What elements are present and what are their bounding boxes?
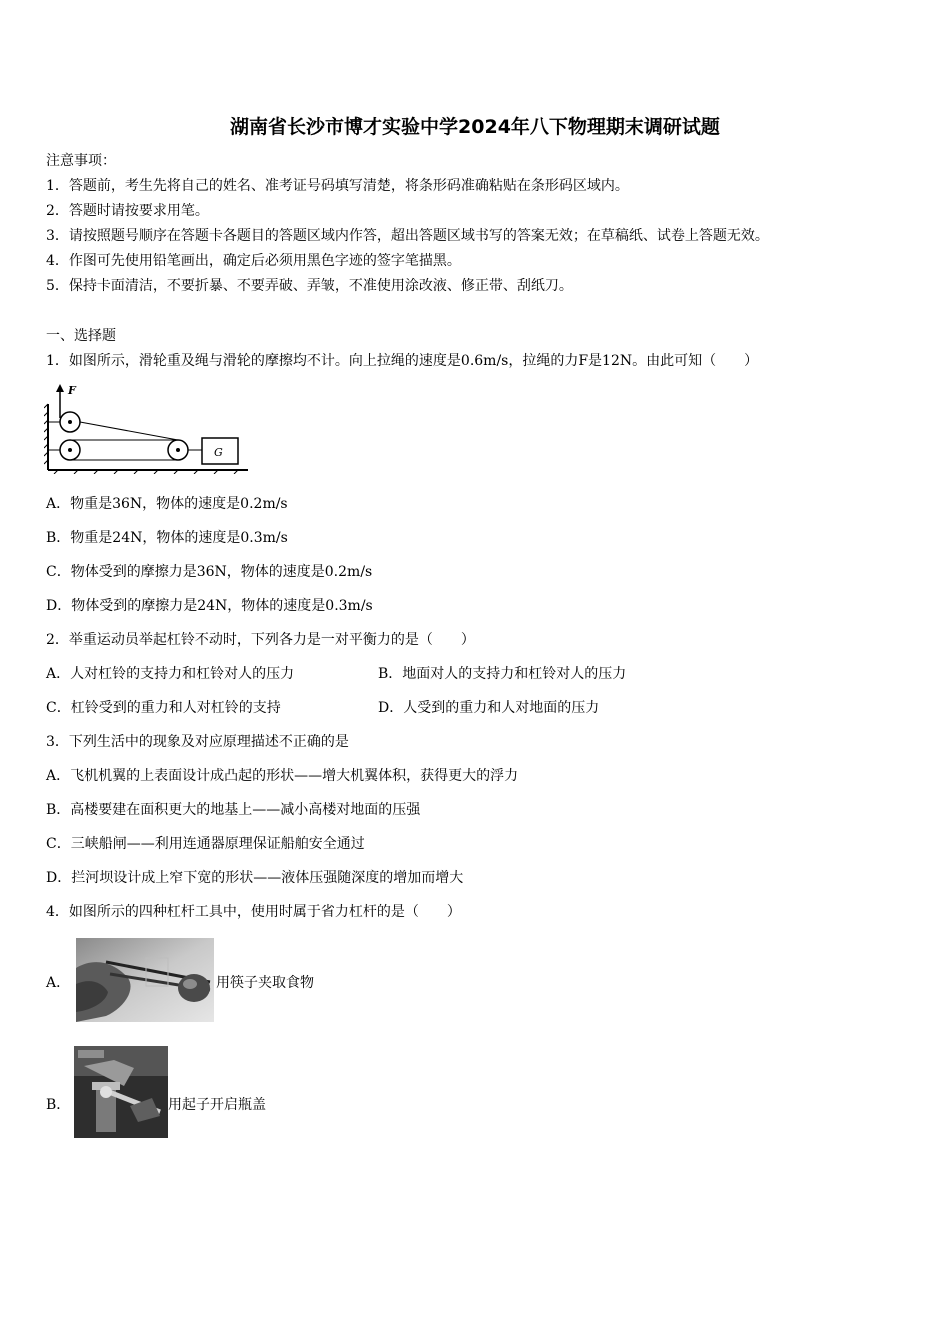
chopsticks-photo: [76, 938, 214, 1022]
question-2-option-d: D．人受到的重力和人对地面的压力: [378, 700, 600, 716]
pulley-diagram: [44, 382, 250, 474]
notice-item-4: 4．作图可先使用铅笔画出，确定后必须用黑色字迹的签字笔描黑。: [46, 253, 461, 269]
question-3-stem: 3．下列生活中的现象及对应原理描述不正确的是: [46, 734, 349, 750]
question-1-stem: 1．如图所示，滑轮重及绳与滑轮的摩擦均不计。向上拉绳的速度是0.6m/s，拉绳的力F是12N。由此可知（ ）: [46, 353, 759, 369]
question-1-option-b: B．物重是24N，物体的速度是0.3m/s: [46, 530, 288, 546]
section-heading: 一、选择题: [46, 328, 116, 344]
question-1-option-a: A．物重是36N，物体的速度是0.2m/s: [46, 496, 288, 512]
notice-item-5: 5．保持卡面清洁，不要折暴、不要弄破、弄皱，不准使用涂改液、修正带、刮纸刀。: [46, 278, 573, 294]
question-3-option-c: C．三峡船闸——利用连通器原理保证船舶安全通过: [46, 836, 365, 852]
question-1-option-c: C．物体受到的摩擦力是36N，物体的速度是0.2m/s: [46, 564, 373, 580]
question-3-option-b: B．高楼要建在面积更大的地基上——减小高楼对地面的压强: [46, 802, 421, 818]
box-label-g: G: [214, 446, 223, 459]
notice-item-2: 2．答题时请按要求用笔。: [46, 203, 209, 219]
notice-heading: 注意事项：: [46, 153, 116, 169]
question-4-option-b-caption: 用起子开启瓶盖: [168, 1097, 266, 1113]
notice-item-3: 3．请按照题号顺序在答题卡各题目的答题区域内作答，超出答题区域书写的答案无效；在草稿纸、试卷上答题无效。: [46, 228, 769, 244]
notice-item-1: 1．答题前，考生先将自己的姓名、准考证号码填写清楚，将条形码准确粘贴在条形码区域内。: [46, 178, 629, 194]
question-1-option-d: D．物体受到的摩擦力是24N，物体的速度是0.3m/s: [46, 598, 373, 614]
bottle-opener-photo: [74, 1046, 168, 1138]
question-3-option-d: D．拦河坝设计成上窄下宽的形状——液体压强随深度的增加而增大: [46, 870, 464, 886]
question-2-option-c: C．杠铃受到的重力和人对杠铃的支持: [46, 700, 281, 716]
force-label-f: F: [68, 384, 76, 397]
question-4-option-b-letter: B．: [46, 1097, 71, 1113]
question-4-option-a-caption: 用筷子夹取食物: [216, 975, 314, 991]
question-4-stem: 4．如图所示的四种杠杆工具中，使用时属于省力杠杆的是（ ）: [46, 904, 461, 920]
question-3-option-a: A．飞机机翼的上表面设计成凸起的形状——增大机翼体积，获得更大的浮力: [46, 768, 519, 784]
question-2-option-a: A．人对杠铃的支持力和杠铃对人的压力: [46, 666, 295, 682]
question-2-option-b: B．地面对人的支持力和杠铃对人的压力: [378, 666, 627, 682]
question-4-option-a-letter: A．: [46, 975, 71, 991]
question-2-stem: 2．举重运动员举起杠铃不动时，下列各力是一对平衡力的是（ ）: [46, 632, 475, 648]
page-title: 湖南省长沙市博才实验中学2024年八下物理期末调研试题: [230, 116, 720, 138]
